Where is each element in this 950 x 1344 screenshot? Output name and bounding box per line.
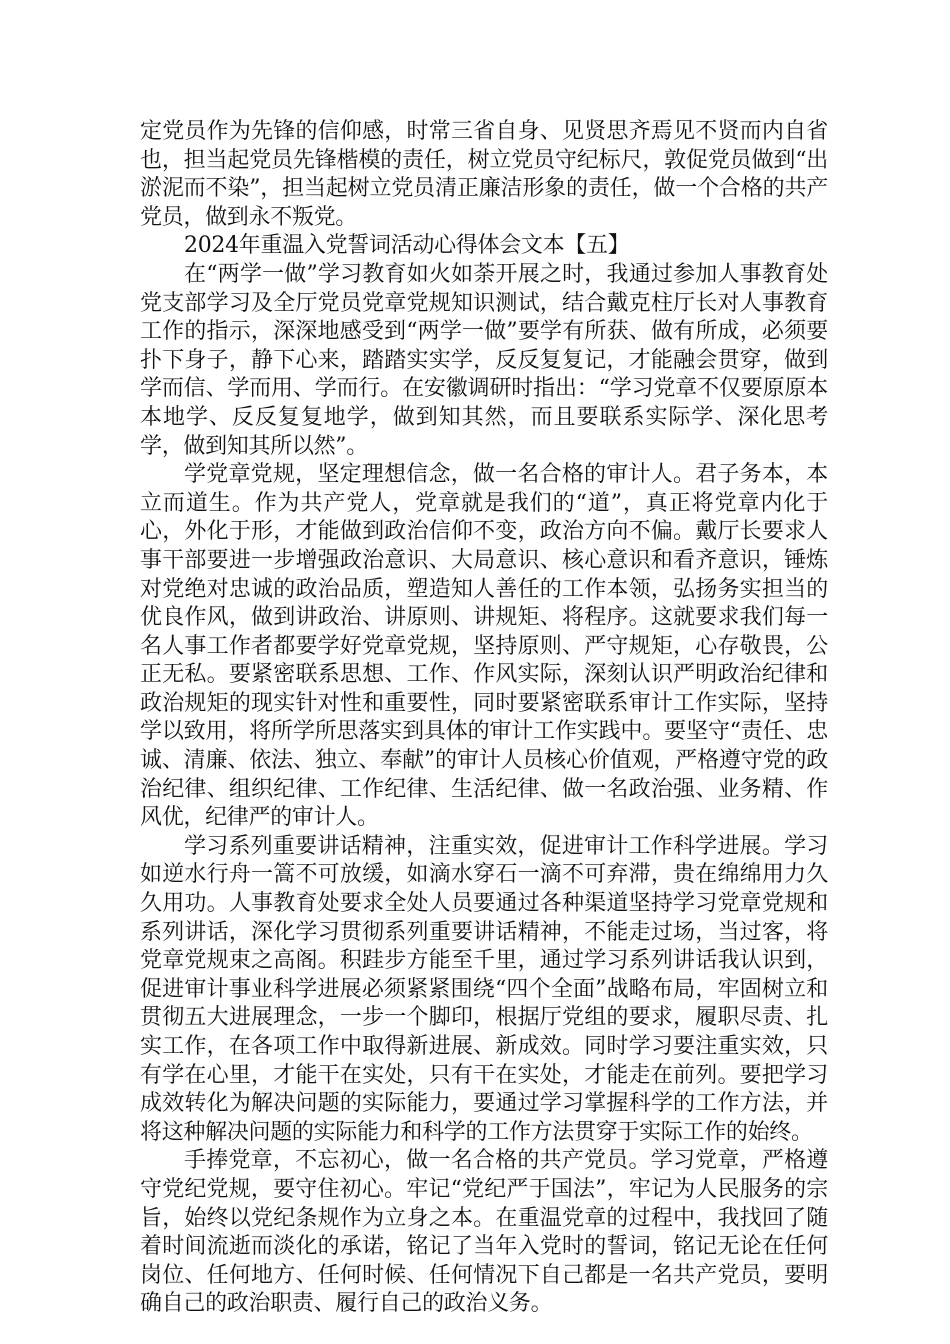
- paragraph-party-rules: 学党章党规，坚定理想信念，做一名合格的审计人。君子务本，本立而道生。作为共产党人，党章就是我们的“道”，真正将党章内化于心，外化于形，才能做到政治信仰不变，政治方向不偏。戴厅长要求人事干部要进一步增强政治意识、大局意识、核心意识和看齐意识，锤炼对党绝对忠诚的政治品质，塑造知人善任的工作本领，弘扬务实担当的优良作风，做到讲政治、讲原则、讲规矩、将程序。这就要求我们每一名人事工作者都要学好党章党规，坚持原则、严守规矩，心存敬畏，公正无私。要紧密联系思想、工作、作风实际，深刻认识严明政治纪律和政治规矩的现实针对性和重要性，同时要紧密联系审计工作实际，坚持学以致用，将所学所思落实到具体的审计工作实践中。要坚守“责任、忠诚、清廉、依法、独立、奉献”的审计人员核心价值观，严格遵守党的政治纪律、组织纪律、工作纪律、生活纪律、做一名政治强、业务精、作风优，纪律严的审计人。: [140, 462, 828, 831]
- paragraph-original-intention: 手捧党章，不忘初心，做一名合格的共产党员。学习党章，严格遵守党纪党规，要守住初心。牢记“党纪严于国法”，牢记为人民服务的宗旨，始终以党纪条规作为立身之本。在重温党章的过程中，我找回了随着时间流逝而淡化的承诺，铭记了当年入党时的誓词，铭记无论在任何岗位、任何地方、任何时候、任何情况下自己都是一名共产党员，要明确自己的政治职责、履行自己的政治义务。: [140, 1148, 828, 1317]
- document-page: [140, 118, 828, 1319]
- paragraph-intro: 在“两学一做”学习教育如火如荼开展之时，我通过参加人事教育处党支部学习及全厅党员党章党规知识测试，结合戴克柱厅长对人事教育工作的指示，深深地感受到“两学一做”要学有所获、做有所成，必须要扑下身子，静下心来，踏踏实实学，反反复复记，才能融会贯穿，做到学而信、学而用、学而行。在安徽调研时指出：“学习党章不仅要原原本本地学、反反复复地学，做到知其然，而且要联系实际学、深化思考学，做到知其所以然”。: [140, 261, 828, 459]
- paragraph-continuation: 定党员作为先锋的信仰感，时常三省自身、见贤思齐焉见不贤而内自省也，担当起党员先锋楷模的责任，树立党员守纪标尺，敦促党员做到“出淤泥而不染”，担当起树立党员清正廉洁形象的责任，做一个合格的共产党员，做到永不叛党。: [140, 119, 828, 230]
- paragraph-speech-study: 学习系列重要讲话精神，注重实效，促进审计工作科学进展。学习如逆水行舟一篙不可放缓，如滴水穿石一滴不可弃滞，贵在绵绵用力久久用功。人事教育处要求全处人员要通过各种渠道坚持学习党章党规和系列讲话，深化学习贯彻系列重要讲话精神，不能走过场，当过客，将党章党规束之高阁。积跬步方能至千里，通过学习系列讲话我认识到，促进审计事业科学进展必须紧紧围绕“四个全面”战略布局，牢固树立和贯彻五大进展理念，一步一个脚印，根据厅党组的要求，履职尽责、扎实工作，在各项工作中取得新进展、新成效。同时学习要注重实效，只有学在心里，才能干在实处，只有干在实处，才能走在前列。要把学习成效转化为解决问题的实际能力，要通过学习掌握科学的工作方法，并将这种解决问题的实际能力和科学的工作方法贯穿于实际工作的始终。: [140, 833, 828, 1145]
- section-heading: 2024年重温入党誓词活动心得体会文本【五】: [184, 233, 630, 259]
